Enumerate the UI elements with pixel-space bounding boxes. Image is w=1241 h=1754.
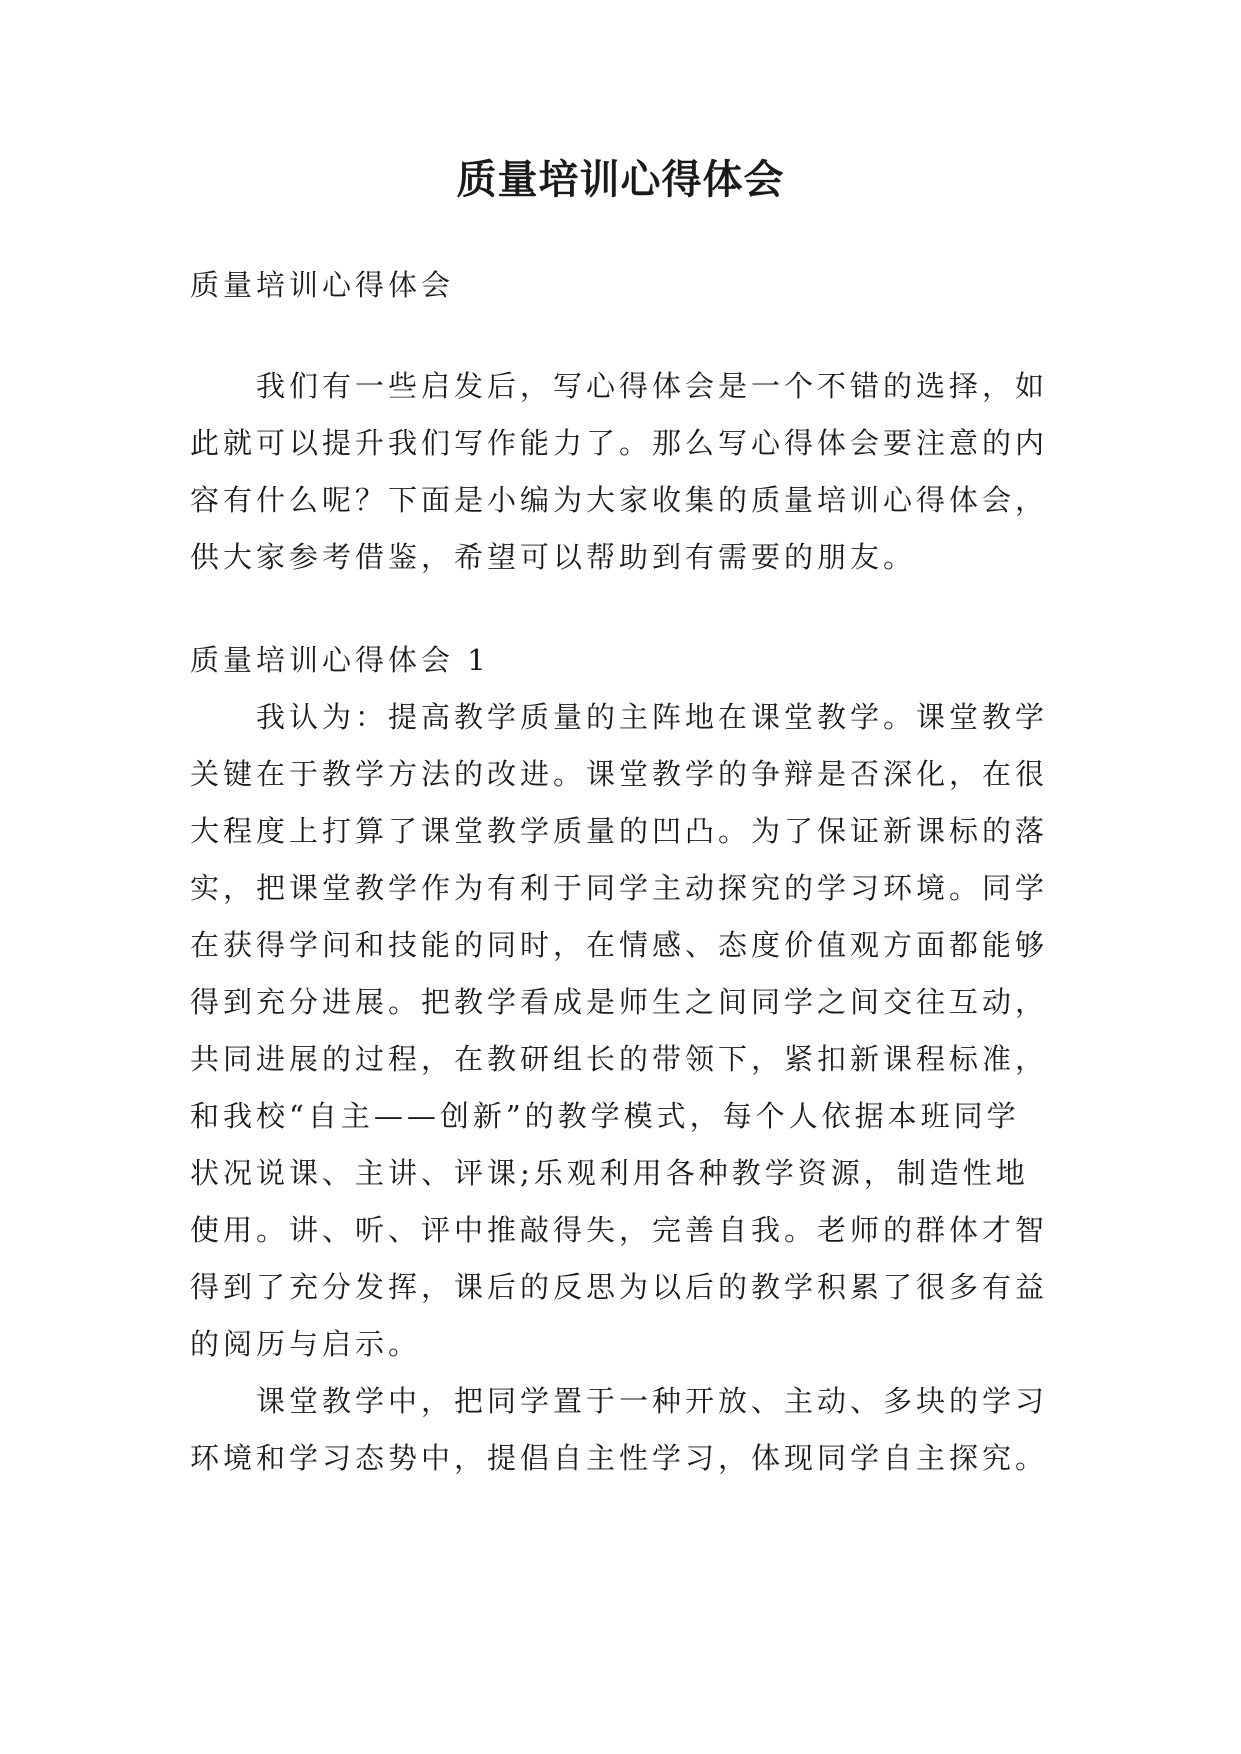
paragraph-line: 我认为：提高教学质量的主阵地在课堂教学。课堂教学 [256,700,1049,734]
document-title: 质量培训心得体会 [456,156,785,203]
paragraph-line: 实，把课堂教学作为有利于同学主动探究的学习环境。同学 [190,871,1049,905]
paragraph-line: 大程度上打算了课堂教学质量的凹凸。为了保证新课标的落 [190,814,1049,848]
paragraph-line: 得到充分进展。把教学看成是师生之间同学之间交往互动， [190,985,1049,1019]
paragraph-line: 状况说课、主讲、评课;乐观利用各种教学资源，制造性地 [190,1156,1029,1190]
paragraph-line: 环境和学习态势中，提倡自主性学习，体现同学自主探究。 [190,1441,1049,1475]
intro-line: 我们有一些启发后，写心得体会是一个不错的选择，如 [256,369,1049,403]
intro-line: 供大家参考借鉴，希望可以帮助到有需要的朋友。 [190,540,917,574]
document-subtitle: 质量培训心得体会 [190,268,455,302]
paragraph-line: 在获得学问和技能的同时，在情感、态度价值观方面都能够 [190,928,1049,962]
paragraph-line: 共同进展的过程，在教研组长的带领下，紧扣新课程标准， [190,1042,1049,1076]
paragraph-line: 关键在于教学方法的改进。课堂教学的争辩是否深化，在很 [190,757,1049,791]
intro-line: 此就可以提升我们写作能力了。那么写心得体会要注意的内 [190,426,1049,460]
section-heading: 质量培训心得体会 1 [190,643,490,677]
paragraph-line: 得到了充分发挥，课后的反思为以后的教学积累了很多有益 [190,1270,1049,1304]
intro-line: 容有什么呢？下面是小编为大家收集的质量培训心得体会， [190,483,1049,517]
paragraph-line: 课堂教学中，把同学置于一种开放、主动、多块的学习 [256,1384,1049,1418]
paragraph-line: 使用。讲、听、评中推敲得失，完善自我。老师的群体才智 [190,1213,1049,1247]
paragraph-line: 的阅历与启示。 [190,1327,422,1361]
paragraph-line: 和我校“自主——创新”的教学模式，每个人依据本班同学 [190,1099,1020,1133]
